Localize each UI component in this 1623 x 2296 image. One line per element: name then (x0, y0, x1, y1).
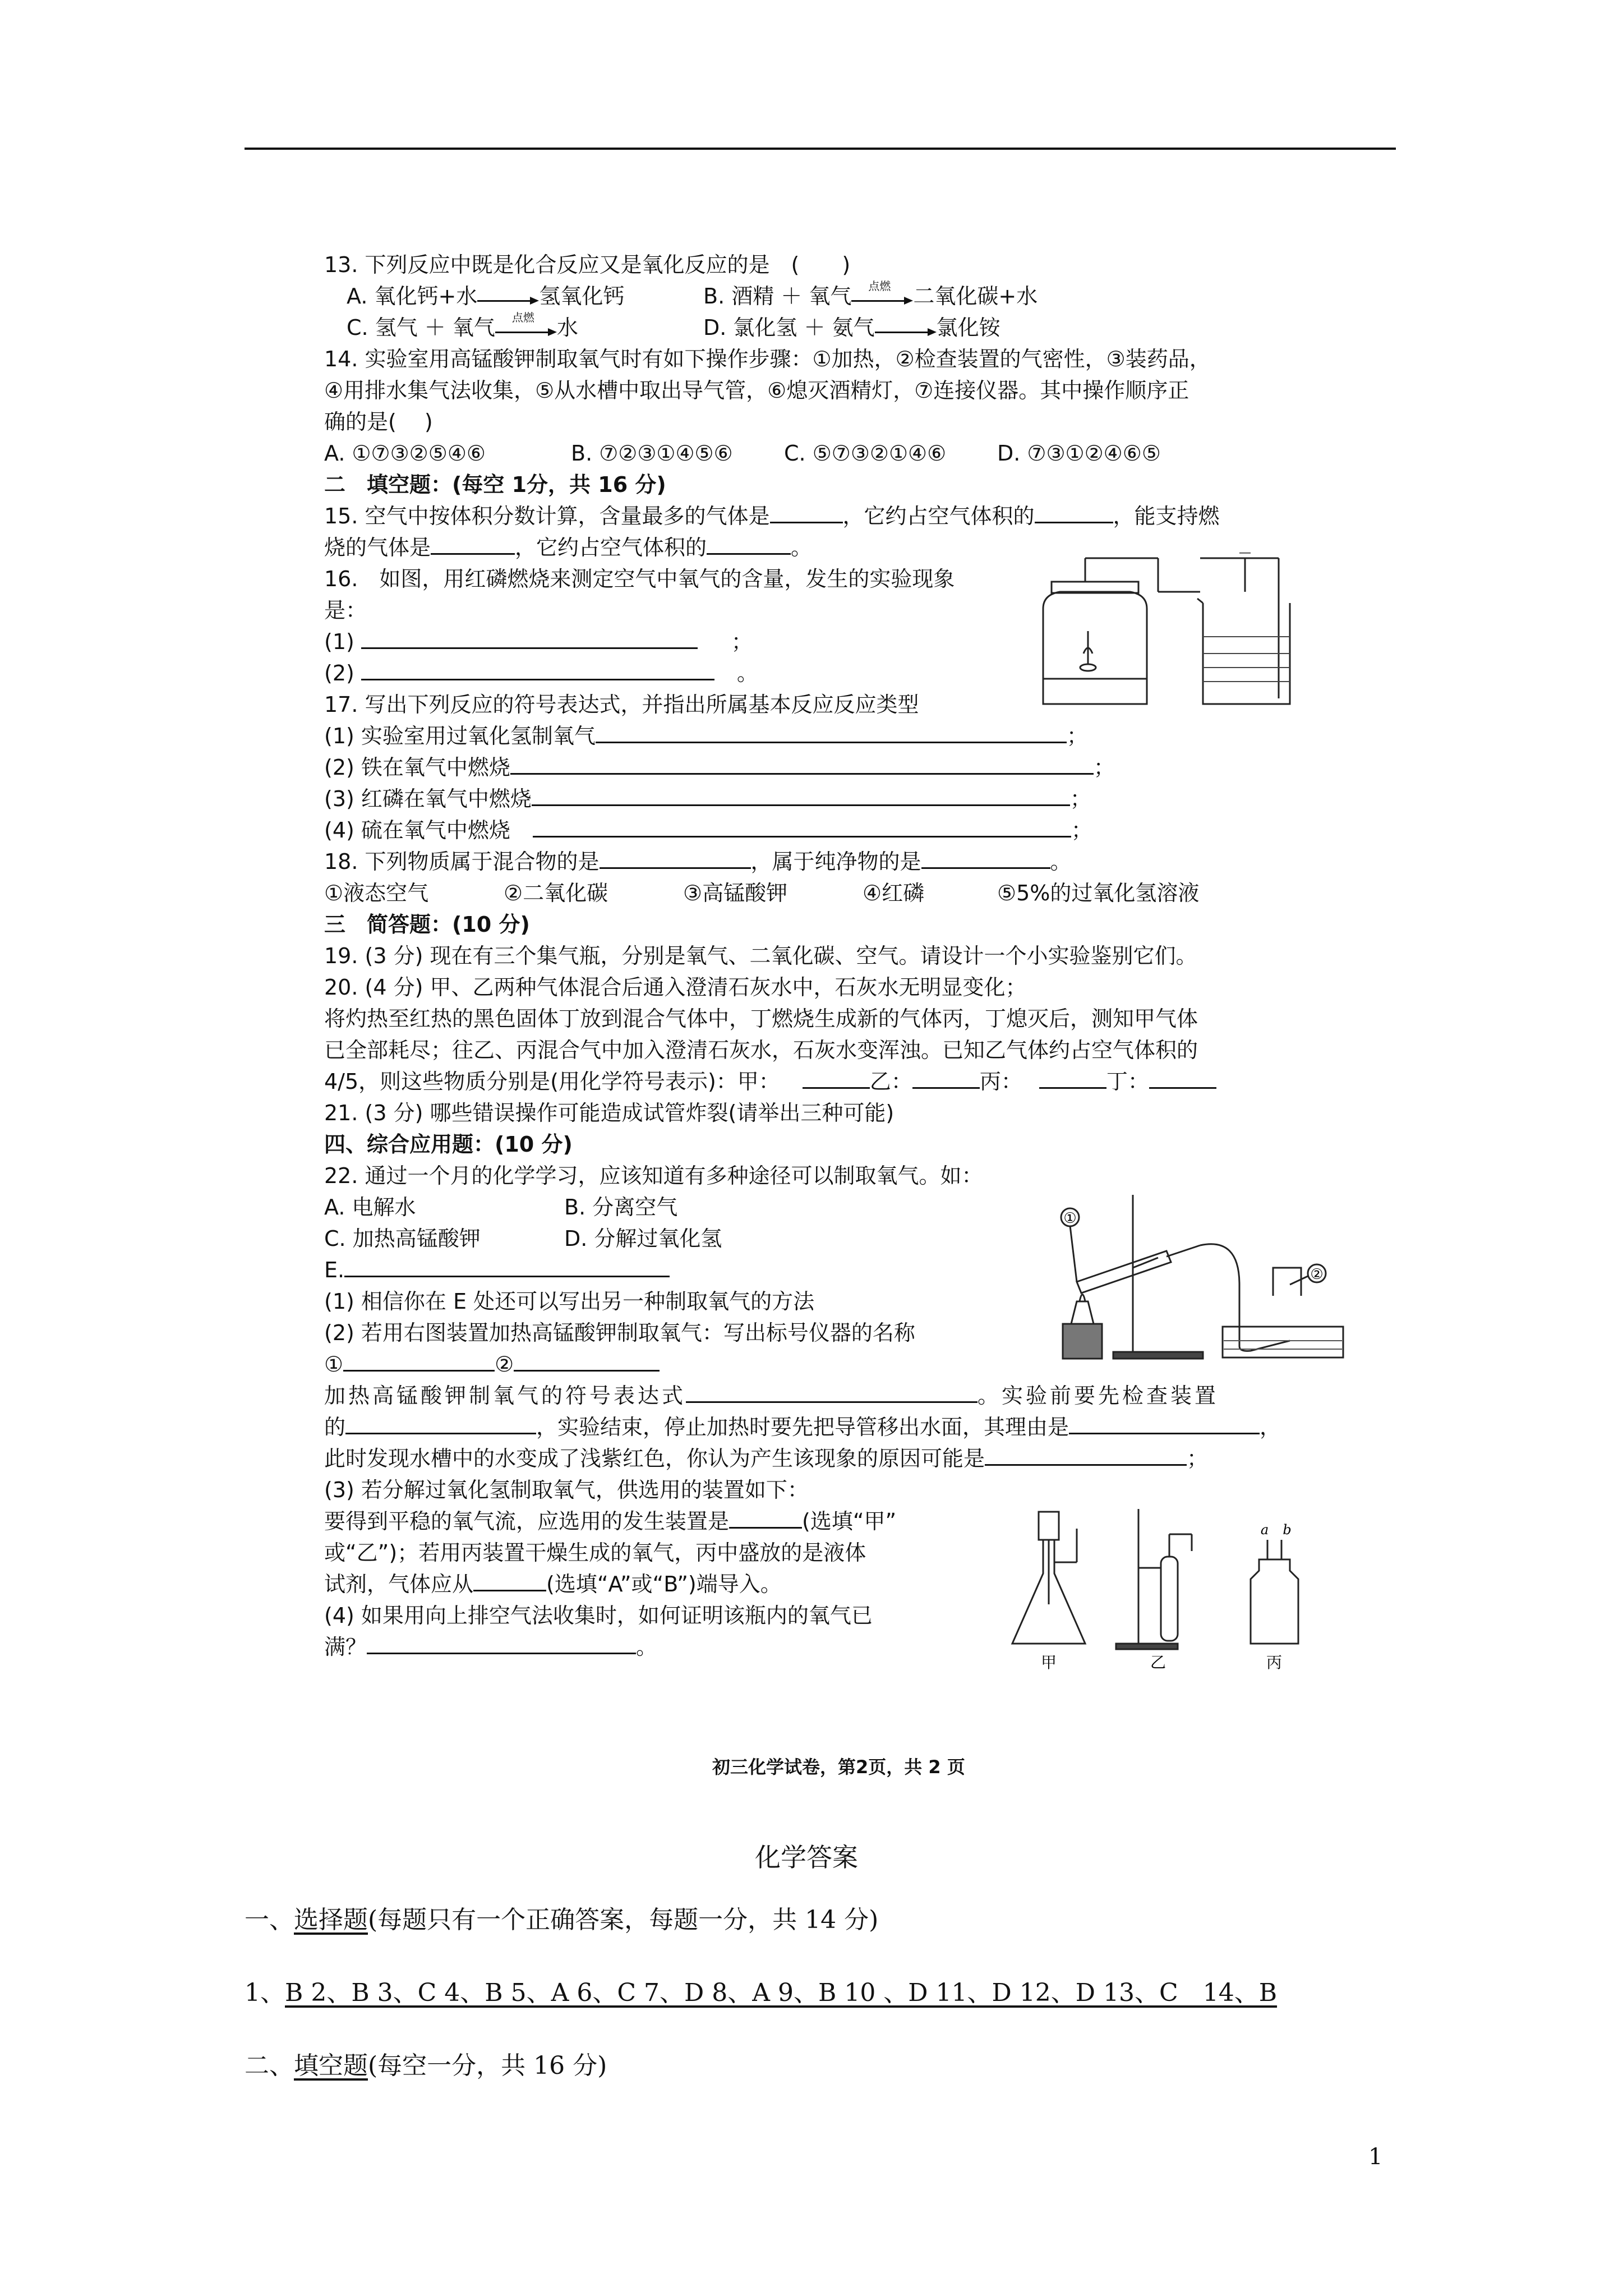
instrument-mark-1: ① (1063, 1210, 1077, 1227)
q22-instrument-blanks: ① ② (324, 1351, 660, 1378)
q14-line-1: 14. 实验室用高锰酸钾制取氧气时有如下操作步骤：①加热，②检查装置的气密性，③装药品， (324, 347, 1211, 371)
q13-option-b: B. 酒精 ＋ 氧气 点燃 二氧化碳+水 (703, 279, 1038, 309)
q22-option-e: E. (324, 1257, 670, 1283)
q22-option-a: A. 电解水 (324, 1195, 416, 1220)
reaction-arrow (477, 292, 539, 303)
q14-option-b: B. ⑦②③①④⑤⑥ (571, 441, 733, 466)
q22-option-d: D. 分解过氧化氢 (564, 1226, 722, 1251)
header-rule (245, 148, 1396, 150)
q18-option-1: ①液态空气 (324, 881, 429, 905)
q16-item-1: (1) ； (324, 629, 753, 654)
q20-line-1: 20. (4 分) 甲、乙两种气体混合后通入澄清石灰水中，石灰水无明显变化； (324, 975, 1027, 1000)
q14-option-c: C. ⑤⑦③②①④⑥ (784, 441, 947, 466)
q20-line-2: 将灼热至红热的黑色固体丁放到混合气体中，丁燃烧生成新的气体丙，丁熄灭后，测知甲气体 (324, 1006, 1198, 1031)
q17-item-4: (4) 硫在氧气中燃烧 ； (324, 818, 1092, 843)
q13-option-a: A. 氧化钙+水 氢氧化钙 (347, 284, 625, 309)
reaction-arrow: 点燃 (851, 292, 913, 303)
figure-label-a: a (1260, 1522, 1269, 1538)
q22-part-5: 此时发现水槽中的水变成了浅紫红色，你认为产生该现象的原因可能是 ； (324, 1446, 1209, 1471)
q16-item-2: (2) 。 (324, 661, 758, 685)
q22-part-10: (4) 如果用向上排空气法收集时，如何证明该瓶内的氧气已 (324, 1603, 873, 1628)
page-number: 1 (1368, 2144, 1383, 2170)
q17-item-1: (1) 实验室用过氧化氢制氧气 ； (324, 724, 1088, 748)
phosphorus-apparatus-figure (1032, 553, 1312, 712)
instrument-mark-2: ② (1310, 1266, 1324, 1283)
q22-line-1: 22. 通过一个月的化学学习，应该知道有多种途径可以制取氧气。如： (324, 1163, 983, 1188)
section-4-title: 四、综合应用题：(10 分) (324, 1132, 573, 1157)
q14-option-d: D. ⑦③①②④⑥⑤ (997, 441, 1161, 466)
q22-part-3: 加热高锰酸钾制氧气的符号表达式 。实验前要先检查装置 (324, 1383, 1219, 1408)
q18-option-3: ③高锰酸钾 (683, 881, 788, 905)
q20-line-4: 4/5，则这些物质分别是(用化学符号表示)：甲： 乙： 丙： 丁： (324, 1068, 1216, 1095)
answers-section-1-heading: 一、选择题(每题只有一个正确答案，每题一分，共 14 分) (245, 1906, 879, 1934)
answers-section-2-heading: 二、填空题(每空一分，共 16 分) (245, 2051, 607, 2080)
q15-line-1: 15. 空气中按体积分数计算，含量最多的气体是 ，它约占空气体积的 ，能支持燃 (324, 504, 1220, 528)
q22-part-1: (1) 相信你在 E 处还可以写出另一种制取氧气的方法 (324, 1289, 815, 1314)
kmno4-apparatus-figure (1054, 1184, 1346, 1363)
figure-label-b: b (1283, 1522, 1292, 1538)
answers-section-1-list: 1、B 2、B 3、C 4、B 5、A 6、C 7、D 8、A 9、B 10 、D 11、D 12、D 13、C 14、B (245, 1978, 1278, 2007)
figure-label-bing: 丙 (1266, 1653, 1283, 1672)
q17-item-3: (3) 红磷在氧气中燃烧 ； (324, 786, 1091, 811)
reaction-arrow (875, 324, 937, 335)
q18-option-4: ④红磷 (863, 881, 925, 905)
q17-stem: 17. 写出下列反应的符号表达式，并指出所属基本反应反应类型 (324, 692, 919, 717)
q22-option-b: B. 分离空气 (564, 1195, 678, 1220)
q13-option-c: C. 氢气 ＋ 氧气 点燃 水 (347, 310, 578, 340)
q22-option-c: C. 加热高锰酸钾 (324, 1226, 481, 1251)
q14-line-3: 确的是( ) (324, 409, 433, 434)
q18-line-1: 18. 下列物质属于混合物的是 ，属于纯净物的是 。 (324, 849, 1072, 874)
answers-title: 化学答案 (755, 1842, 858, 1872)
q14-option-a: A. ①⑦③②⑤④⑥ (324, 441, 486, 466)
q19: 19. (3 分) 现在有三个集气瓶，分别是氧气、二氧化碳、空气。请设计一个小实验鉴别它们。 (324, 944, 1197, 968)
q20-line-3: 已全部耗尽；往乙、丙混合气中加入澄清石灰水，石灰水变浑浊。已知乙气体约占空气体积的 (324, 1038, 1198, 1062)
q22-part-8: 或“乙”)；若用丙装置干燥生成的氧气，丙中盛放的是液体 (324, 1540, 866, 1565)
q22-part-4: 的 ，实验结束，停止加热时要先把导管移出水面，其理由是 ， (324, 1415, 1281, 1439)
q22-part-6: (3) 若分解过氧化氢制取氧气，供选用的装置如下： (324, 1478, 809, 1502)
q13-option-d: D. 氯化氢 ＋ 氨气 氯化铵 (703, 315, 1000, 340)
q18-option-5: ⑤5%的过氧化氢溶液 (997, 881, 1200, 905)
q22-part-11: 满？ 。 (324, 1635, 658, 1659)
q13-stem: 13. 下列反应中既是化合反应又是氧化反应的是 ( ) (324, 252, 851, 277)
q16-line-1: 16. 如图，用红磷燃烧来测定空气中氧气的含量，发生的实验现象 (324, 567, 955, 591)
h2o2-apparatus-figure (1004, 1506, 1324, 1674)
figure-label-jia: 甲 (1040, 1653, 1057, 1672)
page-footer: 初三化学试卷，第2页，共 2 页 (712, 1756, 965, 1778)
section-2-title: 二 填空题：(每空 1分，共 16 分) (324, 472, 666, 497)
q14-line-2: ④用排水集气法收集，⑤从水槽中取出导气管，⑥熄灭酒精灯，⑦连接仪器。其中操作顺序正 (324, 378, 1189, 403)
q18-option-2: ②二氧化碳 (504, 881, 608, 905)
reaction-arrow: 点燃 (495, 324, 557, 335)
figure-label-yi: 乙 (1150, 1653, 1166, 1672)
q16-line-2: 是： (324, 598, 367, 623)
q22-part-7: 要得到平稳的氧气流，应选用的发生装置是 (选填“甲” (324, 1509, 897, 1534)
q15-line-2: 烧的气体是 ，它约占空气体积的 。 (324, 535, 813, 560)
q22-part-9: 试剂，气体应从 (选填“A”或“B”)端导入。 (324, 1572, 782, 1596)
q21: 21. (3 分) 哪些错误操作可能造成试管炸裂(请举出三种可能) (324, 1101, 895, 1125)
section-3-title: 三 简答题：(10 分) (324, 912, 530, 937)
q17-item-2: (2) 铁在氧气中燃烧 ； (324, 755, 1115, 780)
q22-part-2: (2) 若用右图装置加热高锰酸钾制取氧气：写出标号仪器的名称 (324, 1320, 915, 1345)
